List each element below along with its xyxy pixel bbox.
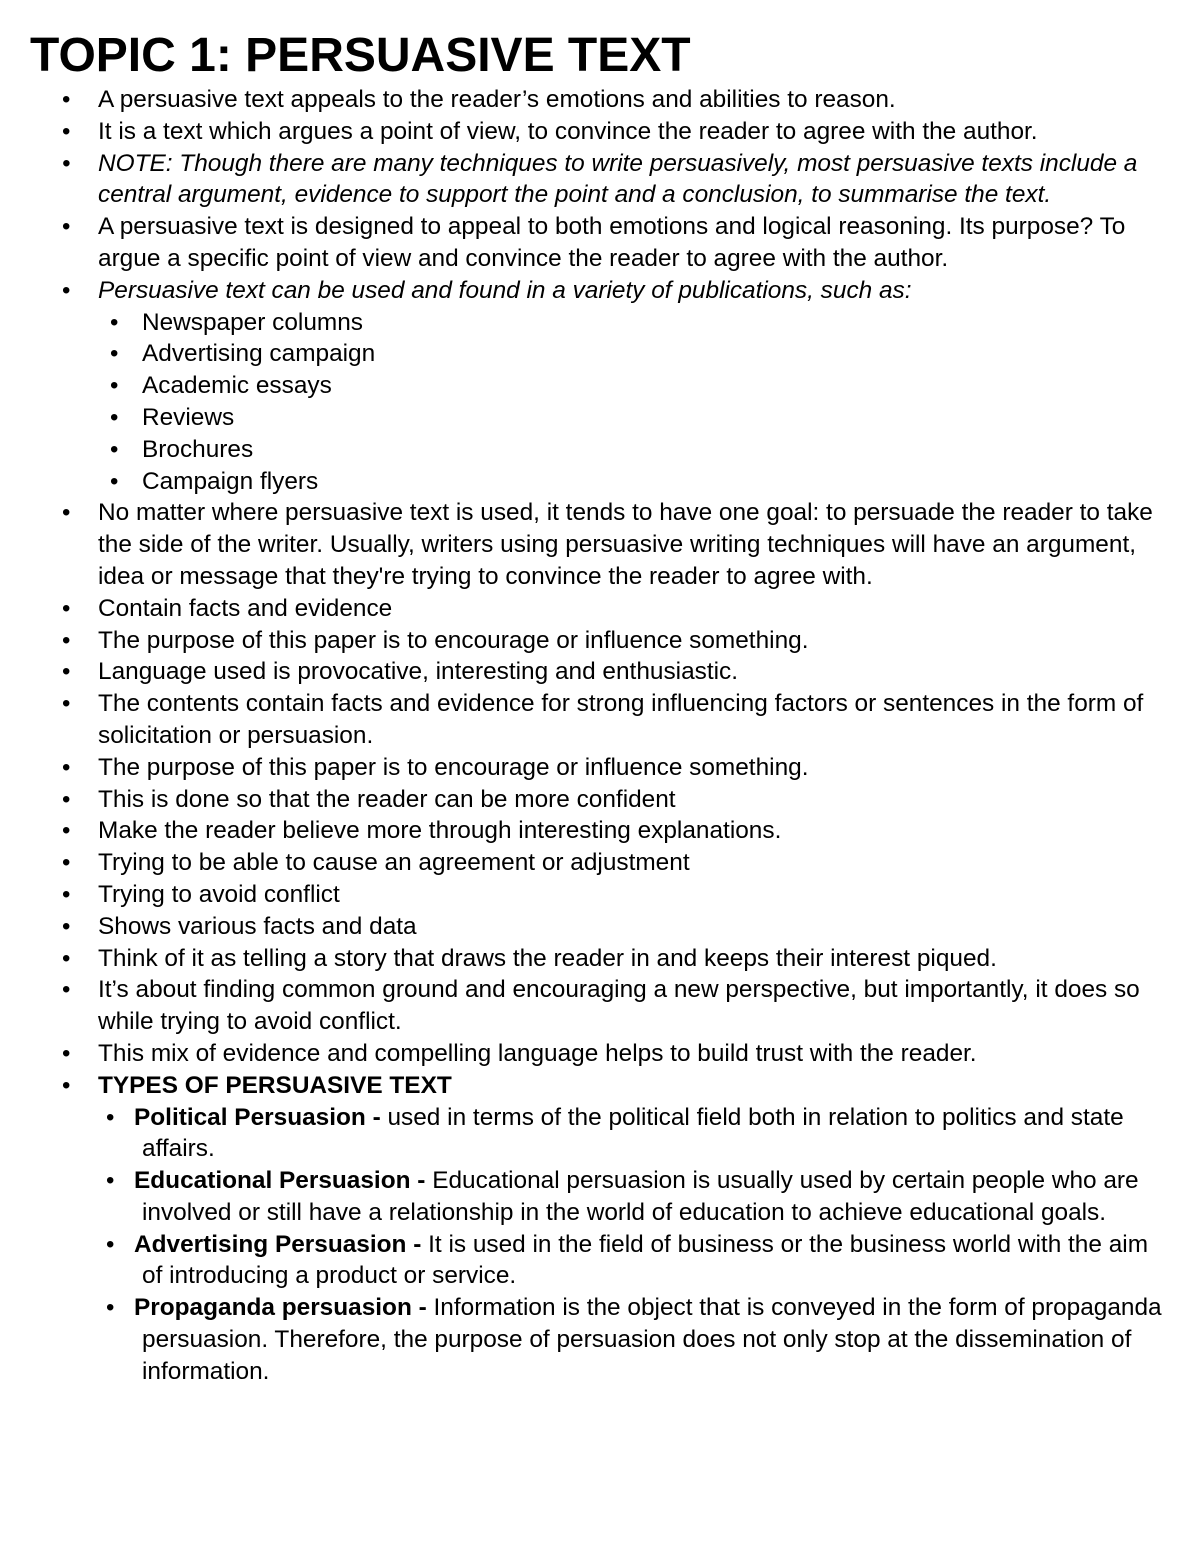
publication-item: • Academic essays — [98, 370, 1175, 402]
list-item: • A persuasive text is designed to appeal to both emotions and logical reasoning. Its purpose? To argue a specific point of view and convince the reader to agree with the author. — [0, 211, 1175, 275]
list-item: • The contents contain facts and evidence for strong influencing factors or sentences in the form of solicitation or persuasion. — [0, 688, 1175, 752]
page-title: TOPIC 1: PERSUASIVE TEXT — [30, 29, 691, 82]
list-item: • Contain facts and evidence — [0, 593, 1175, 625]
list-item: • This mix of evidence and compelling language helps to build trust with the reader. — [0, 1038, 1175, 1070]
type-item-propaganda — [98, 1292, 1175, 1387]
publication-item: • Advertising campaign — [98, 338, 1175, 370]
type-term: Advertising Persuasion - — [134, 1230, 422, 1258]
list-item: • It is a text which argues a point of view, to convince the reader to agree with the author. — [0, 116, 1175, 148]
type-desc: Educational persuasion is usually used by certain people who are involved or still have a relationship in the world of education to achieve educational goals. — [142, 1167, 1139, 1226]
list-item-note: • NOTE: Though there are many techniques to write persuasively, most persuasive texts include a central argument, evidence to support the point and a conclusion, to summarise the text. — [0, 148, 1175, 212]
types-list — [98, 1102, 1175, 1388]
list-item: • Language used is provocative, interesting and enthusiastic. — [0, 656, 1175, 688]
list-item: • Trying to be able to cause an agreement or adjustment — [0, 847, 1175, 879]
types-heading: TYPES OF PERSUASIVE TEXT — [98, 1071, 452, 1099]
publications-intro: Persuasive text can be used and found in a variety of publications, such as: — [98, 276, 912, 304]
type-term: Educational Persuasion - — [134, 1167, 426, 1195]
list-item: • A persuasive text appeals to the reader’s emotions and abilities to reason. — [0, 84, 1175, 116]
type-term: Political Persuasion - — [134, 1103, 381, 1131]
type-item-educational — [98, 1165, 1175, 1229]
list-item: • Make the reader believe more through interesting explanations. — [0, 815, 1175, 847]
publication-item: • Brochures — [98, 434, 1175, 466]
publications-list — [98, 307, 1175, 498]
type-item-political — [98, 1102, 1175, 1166]
bullet-list — [0, 84, 1175, 1388]
type-desc: used in terms of the political field both in relation to politics and state affairs. — [142, 1103, 1124, 1163]
list-item-publications — [0, 275, 1175, 498]
type-desc: Information is the object that is conveyed in the form of propaganda persuasion. Therefore, the purpose of persuasion does not only stop at the dissemination of information. — [142, 1294, 1162, 1385]
list-item: • Think of it as telling a story that draws the reader in and keeps their interest piqued. — [0, 943, 1175, 975]
list-item: • Shows various facts and data — [0, 911, 1175, 943]
list-item: • This is done so that the reader can be more confident — [0, 784, 1175, 816]
publication-item: • Campaign flyers — [98, 466, 1175, 498]
list-item: • Trying to avoid conflict — [0, 879, 1175, 911]
list-item: • It’s about finding common ground and encouraging a new perspective, but importantly, it does so while trying to avoid conflict. — [0, 974, 1175, 1038]
list-item: • The purpose of this paper is to encourage or influence something. — [0, 625, 1175, 657]
list-item-types — [0, 1070, 1175, 1388]
type-term: Propaganda persuasion - — [134, 1294, 427, 1322]
list-item: • The purpose of this paper is to encourage or influence something. — [0, 752, 1175, 784]
list-item: • No matter where persuasive text is used, it tends to have one goal: to persuade the reader to take the side of the writer. Usually, writers using persuasive writing techniques will have an argument, idea or message that they're trying to convince the reader to agree with. — [0, 497, 1175, 592]
type-item-advertising — [98, 1229, 1175, 1293]
publication-item: • Newspaper columns — [98, 307, 1175, 339]
type-desc: It is used in the field of business or the business world with the aim of introducing a product or service. — [142, 1230, 1149, 1290]
publication-item: • Reviews — [98, 402, 1175, 434]
